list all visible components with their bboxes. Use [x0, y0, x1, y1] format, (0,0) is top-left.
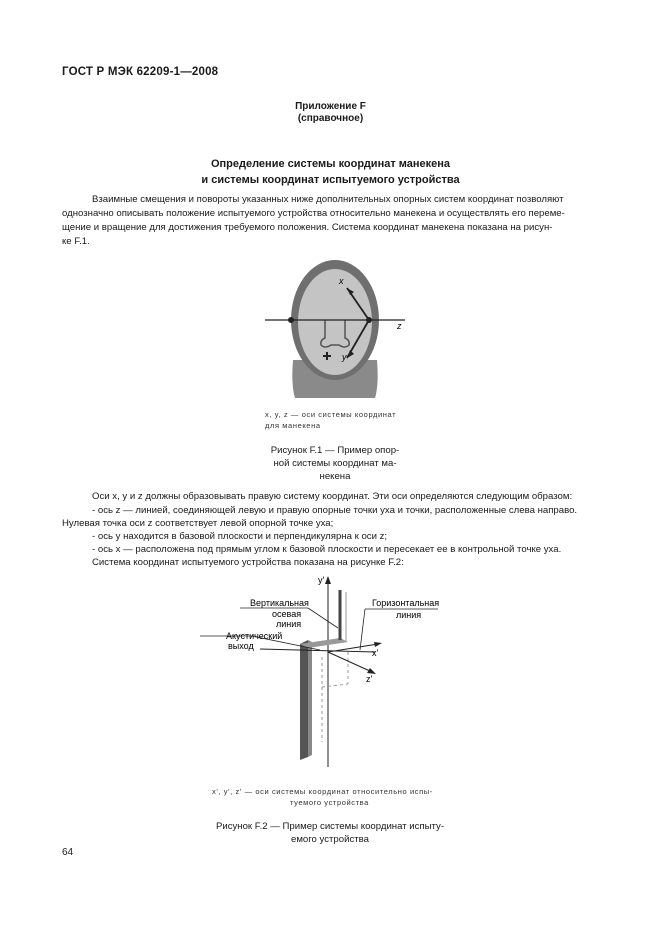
axis-label-y-prime: y': [318, 575, 325, 585]
figure-f1-head-diagram: [255, 250, 415, 400]
label-vertical-line3: линия: [276, 619, 302, 629]
figure2-caption-line2: емого устройства: [291, 834, 369, 845]
axis-label-x-prime: x': [372, 648, 379, 658]
figure2-legend-line2: туемого устройства: [290, 798, 369, 807]
label-vertical-line1: Вертикальная: [250, 598, 309, 608]
intro-line: ке F.1.: [62, 236, 90, 247]
axes-definition-line: Оси x, y и z должны образовывать правую систему координат. Эти оси определяются следующим образом:: [92, 491, 573, 502]
label-horizontal-line2: линия: [396, 610, 422, 620]
axis-label-x: x: [339, 276, 344, 286]
axes-definition-line: - ось z — линией, соединяющей левую и правую опорные точки уха и точки, расположенные слева направо.: [92, 505, 578, 516]
intro-line: щение и вращение для достижения требуемого положения. Система координат манекена показана на рисун-: [62, 222, 553, 233]
appendix-title: Приложение F: [295, 101, 366, 112]
axes-definition-line: - ось x — расположена под прямым углом к базовой плоскости и пересекает ее в контрольной точке уха.: [92, 544, 562, 555]
x-prime-arrowhead: [374, 642, 382, 647]
axes-definition-line: Нулевая точка оси z соответствует левой опорной точке уха;: [62, 518, 334, 529]
label-acoustic-line1: Акустический: [226, 631, 283, 641]
axis-label-z: z: [397, 321, 402, 331]
label-horizontal-line1: Горизонтальная: [372, 598, 440, 608]
figure1-caption-line2: ной системы координат ма-: [273, 458, 397, 469]
page-number: 64: [62, 847, 74, 858]
z-prime-axis-line: [328, 652, 372, 672]
figure1-caption-line3: некена: [319, 471, 351, 482]
document-header: ГОСТ Р МЭК 62209-1—2008: [62, 66, 219, 78]
horizontal-label-leader: [360, 609, 365, 650]
label-vertical-line2: осевая: [272, 609, 302, 619]
label-acoustic-line2: выход: [228, 641, 254, 651]
device-body-side: [308, 640, 312, 757]
axis-label-z-prime: z': [366, 674, 373, 684]
appendix-subtitle: (справочное): [297, 113, 364, 124]
axes-definition-line: Система координат испытуемого устройства показана на рисунке F.2:: [92, 557, 404, 568]
section-title-line1: Определение системы координат манекена: [210, 158, 451, 170]
x-prime-axis-line: [328, 644, 378, 652]
figure1-caption-line1: Рисунок F.1 — Пример опор-: [270, 445, 400, 456]
figure1-legend-line2: для манекена: [265, 421, 321, 430]
dashed-outline: [322, 684, 348, 687]
section-title-line2: и системы координат испытуемого устройства: [201, 174, 460, 186]
face-area: [298, 269, 372, 375]
figure-f2-device-diagram: [200, 572, 460, 772]
y-prime-arrowhead: [325, 576, 331, 584]
axis-label-y: y: [342, 352, 347, 362]
figure1-legend-line1: x, y, z — оси системы координат: [265, 410, 397, 419]
intro-line: Взаимные смещения и повороты указанных ниже дополнительных опорных систем координат позволяют: [92, 194, 564, 205]
figure2-legend-line1: x', y', z' — оси системы координат относительно испы-: [212, 787, 433, 796]
device-body: [300, 640, 308, 760]
figure2-caption-line1: Рисунок F.2 — Пример системы координат испыту-: [215, 821, 445, 832]
vertical-label-leader: [308, 608, 338, 628]
intro-line: однозначно описывать положение испытуемого устройства относительно манекена и осуществлять его переме-: [62, 208, 565, 219]
axes-definition-line: - ось y находится в базовой плоскости и перпендикулярна к оси z;: [92, 531, 388, 542]
left-ear-point: [288, 317, 294, 323]
